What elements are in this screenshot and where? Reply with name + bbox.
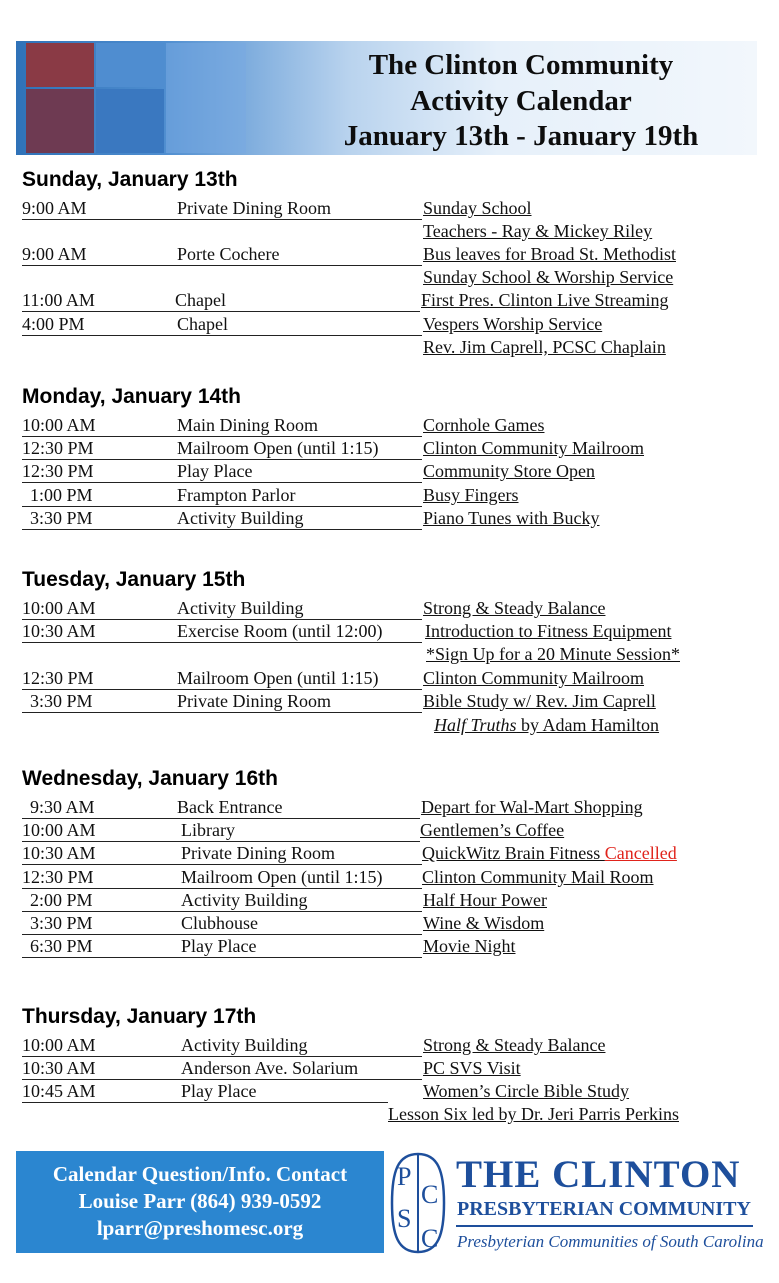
- row-underline: [22, 957, 422, 958]
- row-activity: PC SVS Visit: [423, 1058, 521, 1078]
- contact-box: [16, 1151, 384, 1253]
- schedule-row: [22, 690, 722, 713]
- row-activity: Community Store Open: [423, 461, 595, 481]
- schedule-row: [22, 414, 722, 437]
- row-activity: Piano Tunes with Bucky: [423, 508, 600, 528]
- row-time: 12:30 PM: [22, 438, 94, 458]
- row-time: 10:45 AM: [22, 1081, 96, 1101]
- row-underline: [22, 311, 420, 312]
- row-activity: Cornhole Games: [423, 415, 545, 435]
- row-location: Exercise Room (until 12:00): [177, 621, 383, 641]
- row-activity: Sunday School: [423, 198, 532, 218]
- row-time: 10:00 AM: [22, 820, 96, 840]
- row-underline: [22, 712, 422, 713]
- row-activity: Bus leaves for Broad St. Methodist: [423, 244, 676, 264]
- row-activity: Busy Fingers: [423, 485, 519, 505]
- schedule-row: [22, 507, 722, 530]
- schedule-row: [22, 1103, 722, 1126]
- schedule-row: [22, 243, 722, 266]
- row-time: 10:30 AM: [22, 621, 96, 641]
- row-activity: First Pres. Clinton Live Streaming: [421, 290, 669, 310]
- row-location: Mailroom Open (until 1:15): [177, 438, 379, 458]
- row-activity: Bible Study w/ Rev. Jim Caprell: [423, 691, 656, 711]
- schedule-row: [22, 667, 722, 690]
- row-time: 10:00 AM: [22, 598, 96, 618]
- day-heading-thursday: Thursday, January 17th: [22, 1005, 257, 1028]
- row-location: Frampton Parlor: [177, 485, 296, 505]
- row-location: Mailroom Open (until 1:15): [181, 867, 383, 887]
- svg-text:S: S: [397, 1204, 412, 1233]
- activity-name: QuickWitz Brain Fitness: [422, 843, 605, 863]
- schedule-row: [22, 266, 722, 289]
- row-activity: Gentlemen’s Coffee: [420, 820, 565, 840]
- schedule-row: [22, 714, 722, 737]
- row-activity: *Sign Up for a 20 Minute Session*: [426, 644, 680, 664]
- calendar-title-line1: The Clinton Community: [368, 49, 674, 81]
- row-location: Activity Building: [177, 508, 304, 528]
- banner-square-decoration: [26, 43, 94, 87]
- row-location: Activity Building: [181, 890, 308, 910]
- row-activity: Strong & Steady Balance: [423, 598, 606, 618]
- book-author: by Adam Hamilton: [516, 715, 660, 735]
- book-title: Half Truths: [434, 715, 517, 735]
- row-time: 10:30 AM: [22, 1058, 96, 1078]
- row-location: Chapel: [175, 290, 226, 310]
- header-banner: [16, 41, 757, 155]
- row-location: Private Dining Room: [177, 691, 331, 711]
- row-time: 2:00 PM: [30, 890, 93, 910]
- schedule-row: [22, 866, 722, 889]
- banner-square-decoration: [26, 89, 94, 153]
- schedule-row: [22, 889, 722, 912]
- row-location: Porte Cochere: [177, 244, 280, 264]
- row-location: Activity Building: [177, 598, 304, 618]
- schedule-row: [22, 912, 722, 935]
- schedule-row: [22, 220, 722, 243]
- row-location: Clubhouse: [181, 913, 259, 933]
- row-time: 3:30 PM: [30, 508, 93, 528]
- row-activity: Teachers - Ray & Mickey Riley: [423, 221, 653, 241]
- row-underline: [22, 529, 422, 530]
- row-time: 3:30 PM: [30, 691, 93, 711]
- row-location: Play Place: [181, 936, 257, 956]
- row-underline: [22, 864, 422, 865]
- row-location: Private Dining Room: [177, 198, 331, 218]
- svg-text:C: C: [421, 1180, 439, 1209]
- row-underline: [22, 482, 422, 483]
- row-activity: Strong & Steady Balance: [423, 1035, 606, 1055]
- row-activity-note: Lesson Six led by Dr. Jeri Parris Perkins: [388, 1104, 679, 1124]
- schedule-row: [22, 197, 722, 220]
- logo-subtitle: PRESBYTERIAN COMMUNITY: [457, 1198, 751, 1220]
- row-location: Play Place: [181, 1081, 257, 1101]
- row-activity: Sunday School & Worship Service: [423, 267, 674, 287]
- calendar-title-line3: January 13th - January 19th: [343, 120, 699, 152]
- schedule-row: [22, 842, 722, 865]
- cancelled-status: Cancelled: [604, 843, 677, 863]
- calendar-title-line2: Activity Calendar: [410, 85, 632, 117]
- row-location: Library: [181, 820, 235, 840]
- schedule-row: [22, 460, 722, 483]
- row-time: 10:00 AM: [22, 415, 96, 435]
- banner-square-decoration: [96, 43, 164, 87]
- row-activity: Rev. Jim Caprell, PCSC Chaplain: [423, 337, 666, 357]
- row-time: 9:30 AM: [30, 797, 95, 817]
- row-activity: Wine & Wisdom: [423, 913, 545, 933]
- row-activity: Clinton Community Mailroom: [423, 668, 645, 688]
- row-activity: Vespers Worship Service: [423, 314, 603, 334]
- row-activity: Half Hour Power: [423, 890, 547, 910]
- row-activity: Introduction to Fitness Equipment: [425, 621, 672, 641]
- day-heading-tuesday: Tuesday, January 15th: [22, 568, 246, 591]
- row-time: 9:00 AM: [22, 244, 87, 264]
- row-time: 9:00 AM: [22, 198, 87, 218]
- row-location: Mailroom Open (until 1:15): [177, 668, 379, 688]
- row-activity: Women’s Circle Bible Study: [423, 1081, 630, 1101]
- day-heading-sunday: Sunday, January 13th: [22, 168, 238, 191]
- schedule-row: [22, 597, 722, 620]
- row-activity: Movie Night: [423, 936, 516, 956]
- schedule-row: [22, 935, 722, 958]
- banner-square-decoration: [96, 89, 164, 153]
- schedule-row: [22, 643, 722, 666]
- row-time: 10:00 AM: [22, 1035, 96, 1055]
- row-activity-note: [434, 714, 659, 737]
- schedule-row: [22, 289, 722, 312]
- day-heading-monday: Monday, January 14th: [22, 385, 242, 408]
- row-location: Anderson Ave. Solarium: [181, 1058, 359, 1078]
- contact-line-1: Calendar Question/Info. Contact: [52, 1162, 348, 1186]
- schedule-row: [22, 1080, 722, 1103]
- svg-text:P: P: [397, 1162, 412, 1191]
- schedule-row: [22, 336, 722, 359]
- row-activity: Clinton Community Mailroom: [423, 438, 645, 458]
- day-heading-wednesday: Wednesday, January 16th: [22, 767, 278, 790]
- pcsc-logo-icon: [388, 1151, 448, 1255]
- schedule-row: [22, 1057, 722, 1080]
- svg-text:C: C: [421, 1224, 439, 1253]
- row-location: Play Place: [177, 461, 253, 481]
- row-time: 12:30 PM: [22, 867, 94, 887]
- logo-divider: [456, 1225, 753, 1227]
- schedule-row: [22, 819, 722, 842]
- schedule-row: [22, 1034, 722, 1057]
- row-time: 3:30 PM: [30, 913, 93, 933]
- schedule-row: [22, 313, 722, 336]
- row-activity: Clinton Community Mail Room: [422, 867, 654, 887]
- logo-name: THE CLINTON: [456, 1153, 741, 1196]
- row-location: Back Entrance: [177, 797, 283, 817]
- row-time: 10:30 AM: [22, 843, 96, 863]
- logo-tagline: Presbyterian Communities of South Carolina: [457, 1232, 764, 1251]
- schedule-row: [22, 484, 722, 507]
- contact-line-2: Louise Parr (864) 939-0592: [78, 1189, 322, 1213]
- row-location: Private Dining Room: [181, 843, 335, 863]
- row-activity: Depart for Wal-Mart Shopping: [421, 797, 643, 817]
- schedule-row: [22, 796, 722, 819]
- row-location: Chapel: [177, 314, 228, 334]
- row-time: 4:00 PM: [22, 314, 85, 334]
- banner-square-decoration: [166, 43, 246, 153]
- schedule-row: [22, 437, 722, 460]
- row-location: Activity Building: [181, 1035, 308, 1055]
- row-time: 1:00 PM: [30, 485, 93, 505]
- row-location: Main Dining Room: [177, 415, 319, 435]
- row-time: 11:00 AM: [22, 290, 95, 310]
- contact-email[interactable]: lparr@preshomesc.org: [96, 1216, 304, 1240]
- row-time: 12:30 PM: [22, 461, 94, 481]
- row-activity: [422, 842, 677, 865]
- schedule-row: [22, 620, 722, 643]
- row-time: 6:30 PM: [30, 936, 93, 956]
- row-time: 12:30 PM: [22, 668, 94, 688]
